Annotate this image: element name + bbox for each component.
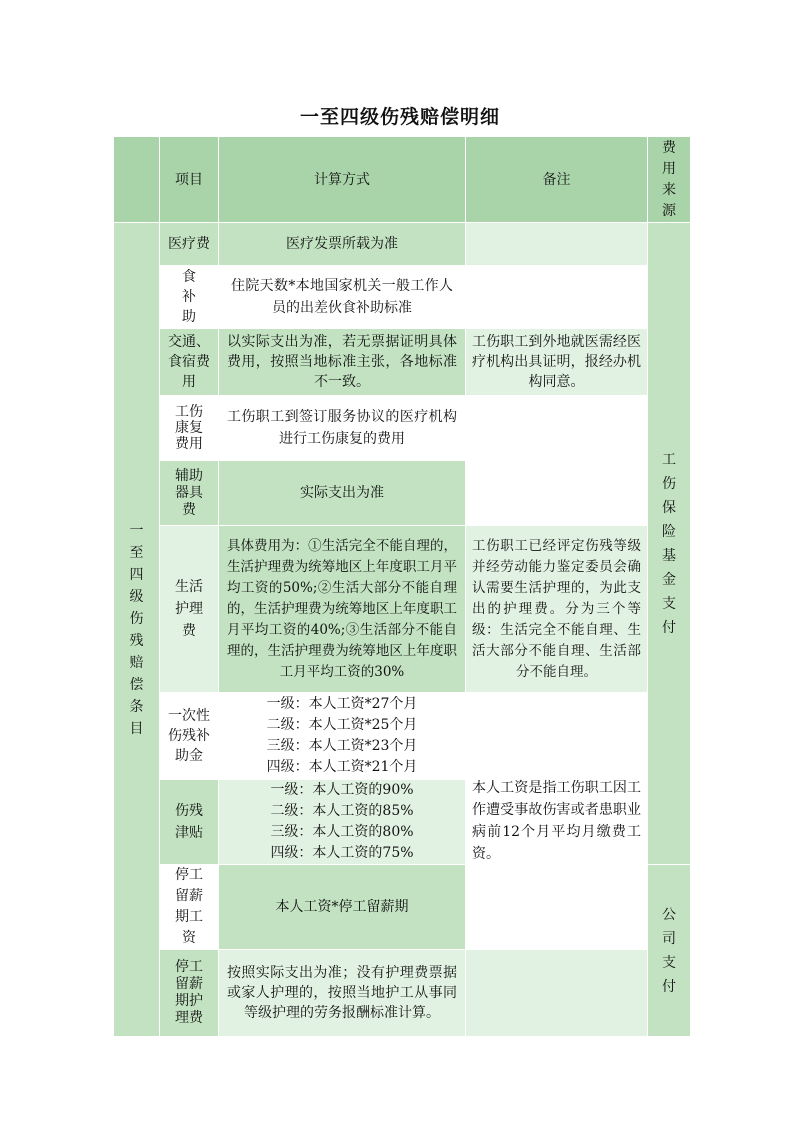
category-cell [114, 223, 159, 1036]
row-note [466, 950, 647, 1036]
row-method: 一级：本人工资*27个月 二级：本人工资*25个月 三级：本人工资*23个月 四级：本人工资*21个月 [219, 693, 465, 779]
row-note [466, 396, 647, 525]
row-item: 辅助器具费 [160, 461, 218, 525]
header-blank-cell [114, 137, 159, 222]
row-note: 工伤职工到外地就医需经医疗机构出具证明，报经办机构同意。 [466, 329, 647, 395]
row-item: 工伤康复费用 [160, 396, 218, 460]
compensation-table [114, 137, 686, 1025]
header-note: 备注 [466, 137, 647, 222]
row-method: 实际支出为准 [219, 461, 465, 525]
source-insurance: 工伤保险基金支付 [648, 223, 690, 864]
row-item: 停工留薪期护理费 [160, 950, 218, 1036]
source-company: 公司支付 [648, 865, 690, 1036]
row-method: 本人工资*停工留薪期 [219, 865, 465, 949]
page-title: 一至四级伤残赔偿明细 [299, 106, 500, 128]
row-note [466, 223, 647, 265]
row-method: 医疗发票所载为准 [219, 223, 465, 265]
salary-note: 本人工资是指工伤职工因工作遭受事故伤害或者患职业病前12个月平均月缴费工资。 [466, 693, 647, 949]
row-item: 生活护理费 [160, 526, 218, 692]
row-item: 医疗费 [160, 223, 218, 265]
row-method: 按照实际支出为准；没有护理费票据或家人护理的，按照当地护工从事同等级护理的劳务报酬标准计算。 [219, 950, 465, 1036]
row-method: 住院天数*本地国家机关一般工作人员的出差伙食补助标准 [219, 266, 465, 328]
row-note: 工伤职工已经评定伤残等级并经劳动能力鉴定委员会确认需要生活护理的，为此支出的护理费。分为三个等级：生活完全不能自理、生活大部分不能自理、生活部分不能自理。 [466, 526, 647, 692]
row-item: 交通、食宿费用 [160, 329, 218, 395]
row-item: 伤残津贴 [160, 780, 218, 864]
row-method: 工伤职工到签订服务协议的医疗机构进行工伤康复的费用 [219, 396, 465, 460]
header-item: 项目 [160, 137, 218, 222]
row-item: 一次性伤残补助金 [160, 693, 218, 779]
row-method: 具体费用为：①生活完全不能自理的，生活护理费为统筹地区上年度职工月平均工资的50%;②生活大部分不能自理的，生活护理费为统筹地区上年度职工月平均工资的40%;③生活部分不能自理的，生活护理费为统筹地区上年度职工月平均工资的30% [219, 526, 465, 692]
header-source: 费用来源 [648, 137, 690, 222]
row-method: 以实际支出为准，若无票据证明具体费用，按照当地标准主张，各地标准不一致。 [219, 329, 465, 395]
header-method: 计算方式 [219, 137, 465, 222]
row-method: 一级：本人工资的90% 二级：本人工资的85% 三级：本人工资的80% 四级：本人工资的75% [219, 780, 465, 864]
category-label: 一至四级伤残赔偿条目 [129, 522, 144, 737]
row-note [466, 266, 647, 328]
row-item: 停工留薪期工资 [160, 865, 218, 949]
row-item: 食补助 [160, 266, 218, 328]
